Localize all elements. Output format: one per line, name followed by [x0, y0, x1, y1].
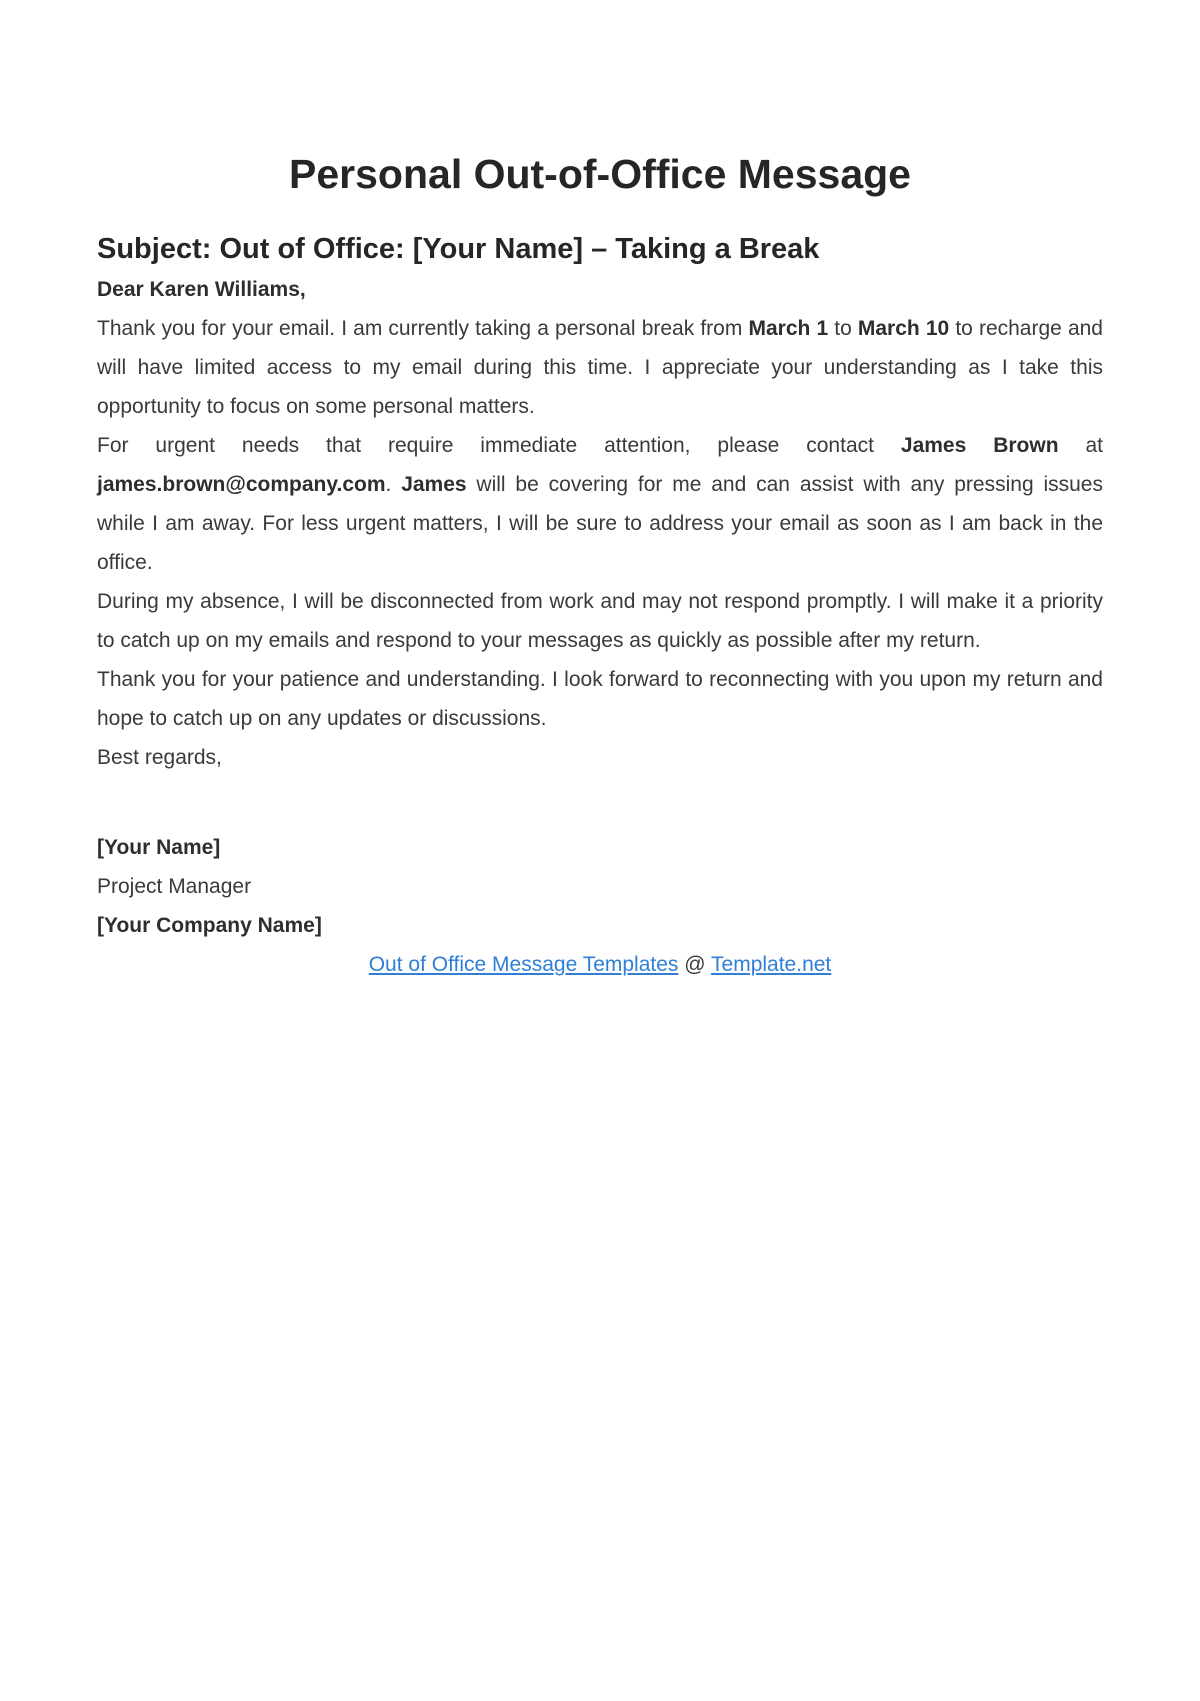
- email-subject: Subject: Out of Office: [Your Name] – Taking a Break: [97, 233, 820, 265]
- p1-text-a: Thank you for your email. I am currently taking a personal break from: [97, 317, 749, 340]
- start-date: March 1: [748, 317, 829, 340]
- footer: [97, 945, 1103, 984]
- paragraph-thanks: Thank you for your patience and understanding. I look forward to reconnecting with you upon my return and hope to catch up on any updates or discussions.: [97, 668, 1103, 730]
- p2-text-b: at: [1058, 434, 1103, 457]
- signature-company: [Your Company Name]: [97, 914, 322, 937]
- contact-first-name: James: [401, 473, 467, 496]
- p2-text-d: will be covering for me and can assist with any pressing issues while I am away. For less urgent matters, I will be sure to address your email as soon as I am back in the office.: [97, 473, 1103, 574]
- p2-text-a: For urgent needs that require immediate attention, please contact: [97, 434, 901, 457]
- p1-text-b: to: [828, 317, 858, 340]
- greeting: Dear Karen Williams,: [97, 278, 306, 301]
- signature-position: Project Manager: [97, 875, 252, 898]
- end-date: March 10: [857, 317, 950, 340]
- templates-link[interactable]: Out of Office Message Templates: [368, 953, 679, 976]
- contact-email: james.brown@company.com: [97, 473, 386, 496]
- contact-name: James Brown: [900, 434, 1059, 457]
- document-page: [97, 0, 1103, 984]
- paragraph-absence: During my absence, I will be disconnected from work and may not respond promptly. I will make it a priority to catch up on my emails and respond to your messages as quickly as possible after my return.: [97, 590, 1103, 652]
- paragraph-contact: [97, 426, 1103, 582]
- signature-name: [Your Name]: [97, 836, 221, 859]
- paragraph-dates: [97, 309, 1103, 426]
- closing: Best regards,: [97, 746, 222, 769]
- page-title: Personal Out-of-Office Message: [289, 151, 911, 197]
- template-net-link[interactable]: Template.net: [711, 953, 832, 976]
- signature-spacer: [97, 777, 1103, 828]
- footer-separator: @: [678, 953, 712, 976]
- p2-text-c: .: [385, 473, 402, 496]
- p1-text-c: to recharge and will have limited access to my email during this time. I appreciate your understanding as I take this opportunity to focus on some personal matters.: [97, 317, 1103, 418]
